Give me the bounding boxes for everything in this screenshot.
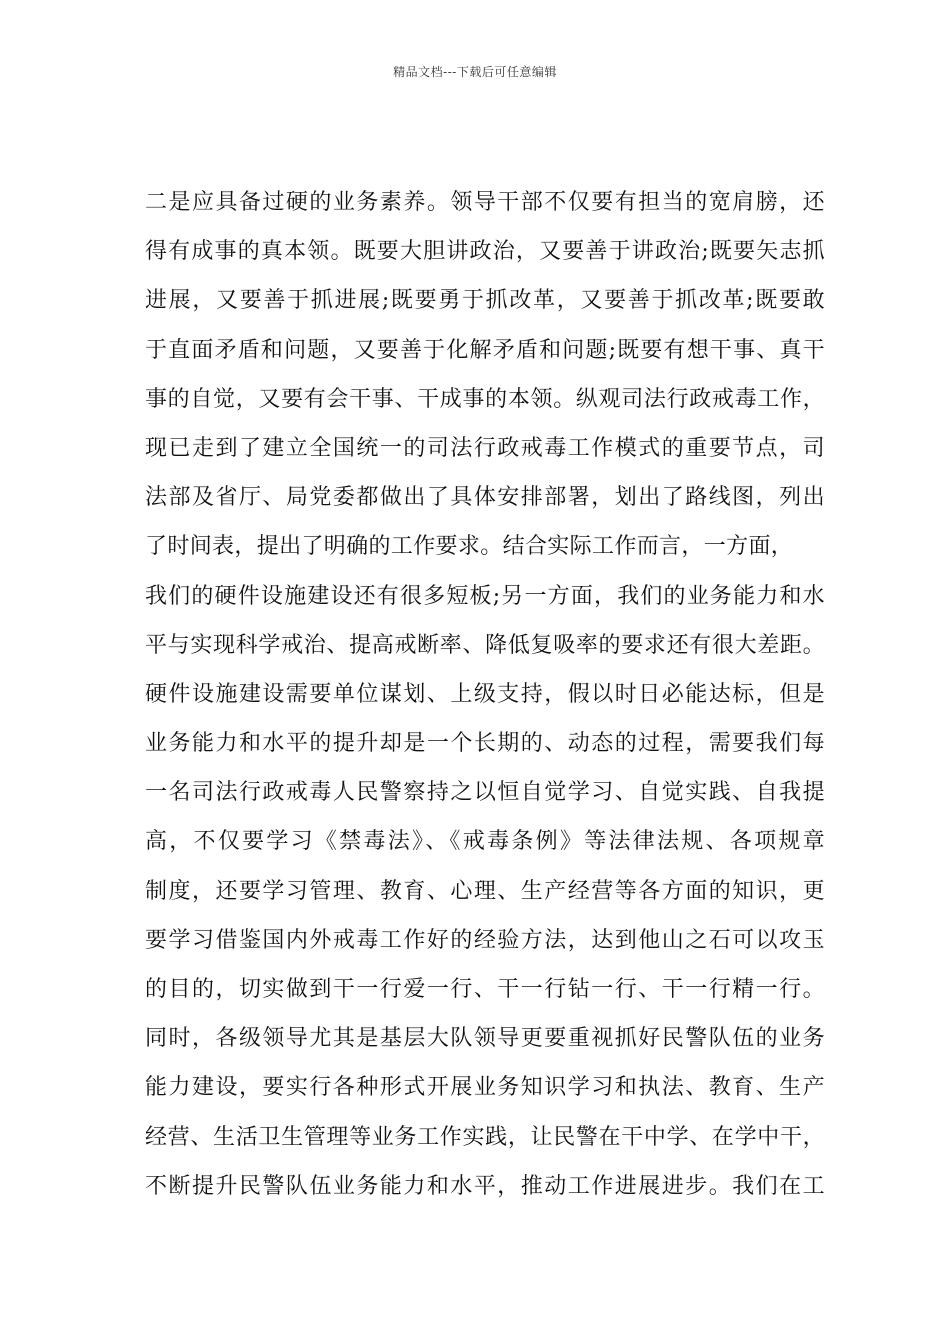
body-line-13: 一名司法行政戒毒人民警察持之以恒自觉学习、自觉实践、自我提 (145, 780, 825, 806)
body-line-7: 法部及省厅、局党委都做出了具体安排部署，划出了路线图，列出 (145, 485, 825, 511)
body-line-18: 同时，各级领导尤其是基层大队领导更要重视抓好民警队伍的业务 (145, 1026, 825, 1052)
body-line-2: 得有成事的真本领。既要大胆讲政治，又要善于讲政治;既要矢志抓 (145, 239, 825, 265)
body-line-8: 了时间表，提出了明确的工作要求。结合实际工作而言，一方面， (145, 534, 794, 560)
body-line-19: 能力建设，要实行各种形式开展业务知识学习和执法、教育、生产 (145, 1075, 825, 1101)
body-line-3: 进展，又要善于抓进展;既要勇于抓改革，又要善于抓改革;既要敢 (145, 288, 825, 314)
body-line-6: 现已走到了建立全国统一的司法行政戒毒工作模式的重要节点，司 (145, 435, 825, 461)
page-header: 精品文档---下载后可任意编辑 (393, 65, 557, 79)
body-line-16: 要学习借鉴国内外戒毒工作好的经验方法，达到他山之石可以攻玉 (145, 927, 825, 953)
body-line-17: 的目的，切实做到干一行爱一行、干一行钻一行、干一行精一行。 (145, 977, 825, 1002)
body-line-10: 平与实现科学戒治、提高戒断率、降低复吸率的要求还有很大差距。 (145, 632, 825, 658)
body-line-15: 制度，还要学习管理、教育、心理、生产经营等各方面的知识，更 (145, 878, 825, 904)
body-line-9: 我们的硬件设施建设还有很多短板;另一方面，我们的业务能力和水 (145, 583, 825, 609)
document-body (145, 178, 825, 1211)
body-line-12: 业务能力和水平的提升却是一个长期的、动态的过程，需要我们每 (145, 731, 825, 757)
body-line-5: 事的自觉，又要有会干事、干成事的本领。纵观司法行政戒毒工作， (145, 386, 825, 412)
body-line-11: 硬件设施建设需要单位谋划、上级支持，假以时日必能达标，但是 (145, 681, 825, 707)
body-line-20: 经营、生活卫生管理等业务工作实践，让民警在干中学、在学中干， (145, 1124, 825, 1150)
body-line-1: 二是应具备过硬的业务素养。领导干部不仅要有担当的宽肩膀，还 (145, 190, 825, 215)
body-line-4: 于直面矛盾和问题，又要善于化解矛盾和问题;既要有想干事、真干 (145, 337, 825, 363)
body-line-14: 高，不仅要学习《禁毒法》、《戒毒条例》等法律法规、各项规章 (145, 829, 825, 855)
body-line-21: 不断提升民警队伍业务能力和水平，推动工作进展进步。我们在工 (145, 1173, 825, 1199)
